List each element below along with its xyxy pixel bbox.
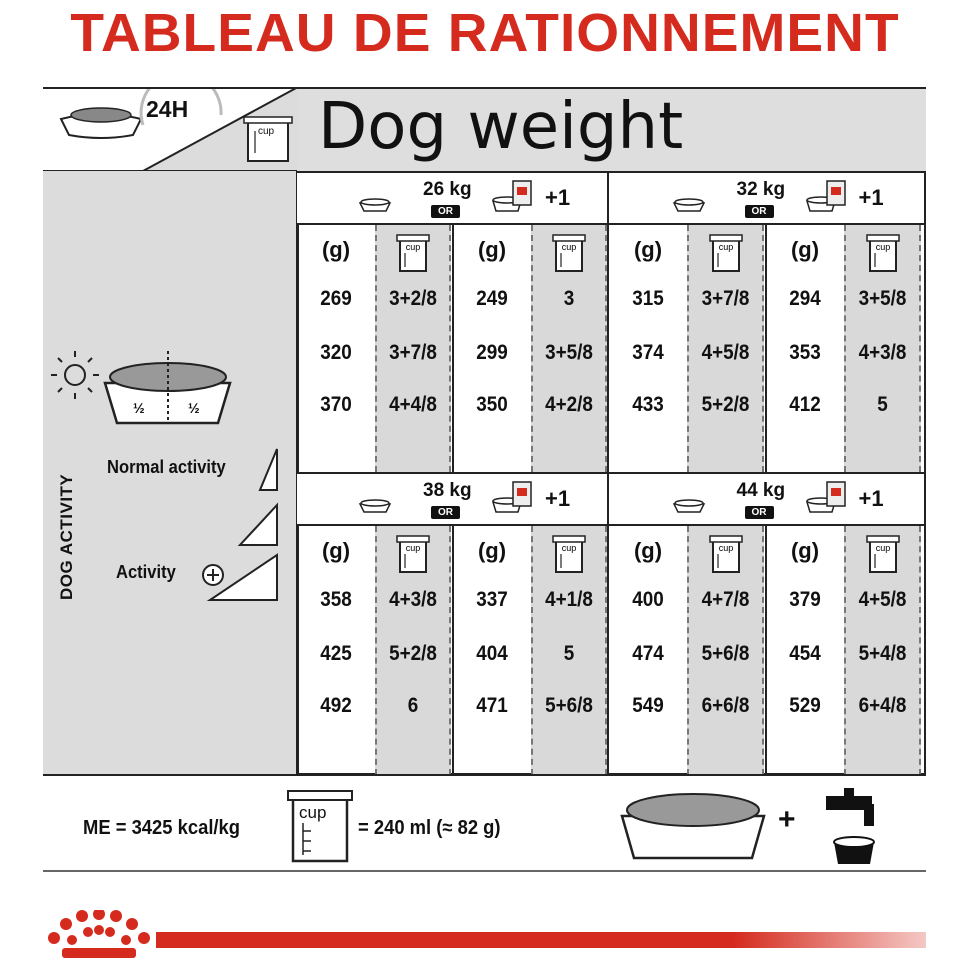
cups-cell: 4+4/8 — [389, 393, 437, 416]
grams-header: (g) — [633, 538, 663, 563]
cup-text: cup — [718, 543, 733, 553]
cups-cell: 3+7/8 — [701, 287, 750, 310]
grams-header: (g) — [633, 237, 663, 262]
ration-grid — [297, 171, 926, 775]
cup-label: cup — [258, 126, 275, 137]
grams-cell: 425 — [320, 642, 352, 665]
cup-text: cup — [718, 242, 733, 252]
water-tap-icon — [812, 784, 886, 868]
cups-cell: 4+2/8 — [545, 393, 593, 416]
plus-circle-icon — [203, 565, 223, 585]
cups-cell: 5 — [563, 642, 575, 665]
plus-one-label: +1 — [858, 486, 884, 511]
food-bowl-icon — [105, 351, 230, 423]
cup-icon — [552, 534, 586, 579]
grams-cell: 350 — [476, 393, 508, 416]
grams-cell: 474 — [632, 642, 664, 665]
cup-text: cup — [405, 242, 421, 252]
cup-icon — [866, 534, 900, 579]
food-bowl-icon — [618, 786, 768, 864]
cups-cell: 5+6/8 — [701, 642, 750, 665]
cup-icon — [285, 787, 355, 865]
time-label: 24H — [146, 96, 189, 122]
cups-column — [687, 225, 764, 472]
weight-quadrant — [297, 173, 609, 474]
cups-cell: 6 — [407, 694, 419, 717]
grams-header: (g) — [321, 237, 351, 262]
grams-column — [766, 225, 844, 472]
food-bag-icon — [491, 480, 537, 521]
footer-plus: + — [778, 803, 796, 836]
cups-column — [375, 526, 451, 775]
weight-label: 38 kg — [423, 480, 472, 501]
food-bowl-icon — [61, 108, 141, 138]
cups-cell: 4+5/8 — [701, 341, 750, 364]
cups-cell: 5 — [877, 393, 888, 416]
grams-cell: 412 — [789, 393, 821, 416]
cup-icon — [709, 233, 743, 278]
grams-header: (g) — [321, 538, 351, 563]
grams-cell: 379 — [789, 588, 821, 611]
grams-cell: 549 — [632, 694, 664, 717]
dog-activity-label: DOG ACTIVITY — [57, 473, 76, 600]
active-label: Activity — [116, 562, 176, 582]
cups-cell: 3+5/8 — [545, 341, 593, 364]
sun-icon — [51, 351, 99, 399]
cups-cell: 4+3/8 — [858, 341, 907, 364]
grams-cell: 454 — [789, 642, 821, 665]
cups-column — [531, 526, 607, 775]
cups-cell: 6+4/8 — [858, 694, 907, 717]
grams-cell: 400 — [632, 588, 664, 611]
plus-one-label: +1 — [545, 486, 571, 511]
bottom-rule — [43, 774, 926, 776]
grams-header: (g) — [790, 538, 820, 563]
grams-cell: 337 — [476, 588, 508, 611]
cup-text: cup — [561, 543, 577, 553]
grams-cell: 370 — [320, 393, 352, 416]
grams-column — [766, 526, 844, 775]
cup-icon — [396, 233, 430, 278]
cups-column — [844, 526, 921, 775]
cups-column — [844, 225, 921, 472]
cup-text: cup — [875, 543, 890, 553]
grams-cell: 404 — [476, 642, 508, 665]
cups-cell: 4+5/8 — [858, 588, 907, 611]
cup-icon — [552, 233, 586, 278]
half-right: ½ — [188, 400, 200, 416]
weight-quadrant — [609, 173, 924, 474]
grams-header: (g) — [477, 538, 507, 563]
cups-column — [687, 526, 764, 775]
quadrant-header — [297, 173, 607, 225]
cups-cell: 3+5/8 — [858, 287, 907, 310]
cups-cell: 3+2/8 — [389, 287, 437, 310]
normal-activity-label: Normal activity — [107, 457, 226, 477]
cups-cell: 4+7/8 — [701, 588, 750, 611]
cups-cell: 4+3/8 — [389, 588, 437, 611]
grams-column — [297, 225, 375, 472]
grams-cell: 315 — [632, 287, 664, 310]
cups-column — [375, 225, 451, 472]
grams-cell: 433 — [632, 393, 664, 416]
or-badge: OR — [745, 205, 774, 218]
weight-label: 26 kg — [423, 179, 472, 200]
cups-cell: 5+6/8 — [545, 694, 593, 717]
grams-cell: 374 — [632, 341, 664, 364]
quadrant-header — [609, 474, 924, 526]
food-bag-icon — [491, 179, 537, 220]
grams-cell: 320 — [320, 341, 352, 364]
cups-cell: 5+2/8 — [701, 393, 750, 416]
grams-cell: 529 — [789, 694, 821, 717]
grams-cell: 294 — [789, 287, 821, 310]
energy-label: ME = 3425 kcal/kg — [83, 817, 241, 839]
cup-icon — [396, 534, 430, 579]
grams-cell: 353 — [789, 341, 821, 364]
bowl-icon — [358, 195, 392, 218]
cup-text: cup — [561, 242, 577, 252]
or-badge: OR — [431, 506, 460, 519]
cups-cell: 3 — [563, 287, 575, 310]
grams-cell: 269 — [320, 287, 352, 310]
moon-icon — [256, 359, 272, 391]
grams-cell: 249 — [476, 287, 508, 310]
weight-quadrant — [609, 474, 924, 775]
dog-weight-label: Dog weight — [318, 90, 684, 164]
grams-column — [453, 526, 531, 775]
cup-icon — [709, 534, 743, 579]
footer-rule — [43, 870, 926, 872]
quadrant-header — [609, 173, 924, 225]
food-bag-icon — [805, 480, 851, 521]
grams-column — [453, 225, 531, 472]
cups-cell: 5+2/8 — [389, 642, 437, 665]
cup-icon — [244, 117, 292, 161]
cup-equivalence: = 240 ml (≈ 82 g) — [358, 817, 501, 839]
cups-cell: 3+7/8 — [389, 341, 437, 364]
cup-text: cup — [405, 543, 421, 553]
cup-text: cup — [875, 242, 890, 252]
plus-one-label: +1 — [545, 185, 571, 210]
cups-cell: 6+6/8 — [701, 694, 750, 717]
grams-header: (g) — [477, 237, 507, 262]
cup-icon — [866, 233, 900, 278]
weight-quadrant — [297, 474, 609, 775]
food-bag-icon — [805, 179, 851, 220]
grams-column — [609, 526, 687, 775]
cups-column — [531, 225, 607, 472]
bowl-icon — [672, 195, 706, 218]
weight-label: 32 kg — [736, 179, 786, 200]
grams-cell: 471 — [476, 694, 508, 717]
cups-cell: 5+4/8 — [858, 642, 907, 665]
weight-label: 44 kg — [736, 480, 786, 501]
grams-column — [297, 526, 375, 775]
grams-cell: 492 — [320, 694, 352, 717]
royal-canin-crown-logo — [44, 910, 154, 965]
plus-one-label: +1 — [858, 185, 884, 210]
grams-column — [609, 225, 687, 472]
or-badge: OR — [431, 205, 460, 218]
footer-cup-label: cup — [299, 803, 327, 822]
page-title: TABLEAU DE RATIONNEMENT — [70, 3, 900, 63]
grams-cell: 299 — [476, 341, 508, 364]
cups-cell: 4+1/8 — [545, 588, 593, 611]
half-left: ½ — [133, 400, 145, 416]
grams-header: (g) — [790, 237, 820, 262]
grams-cell: 358 — [320, 588, 352, 611]
bowl-icon — [358, 496, 392, 519]
or-badge: OR — [745, 506, 774, 519]
brand-stripe — [156, 932, 926, 948]
quadrant-header — [297, 474, 607, 526]
bowl-icon — [672, 496, 706, 519]
